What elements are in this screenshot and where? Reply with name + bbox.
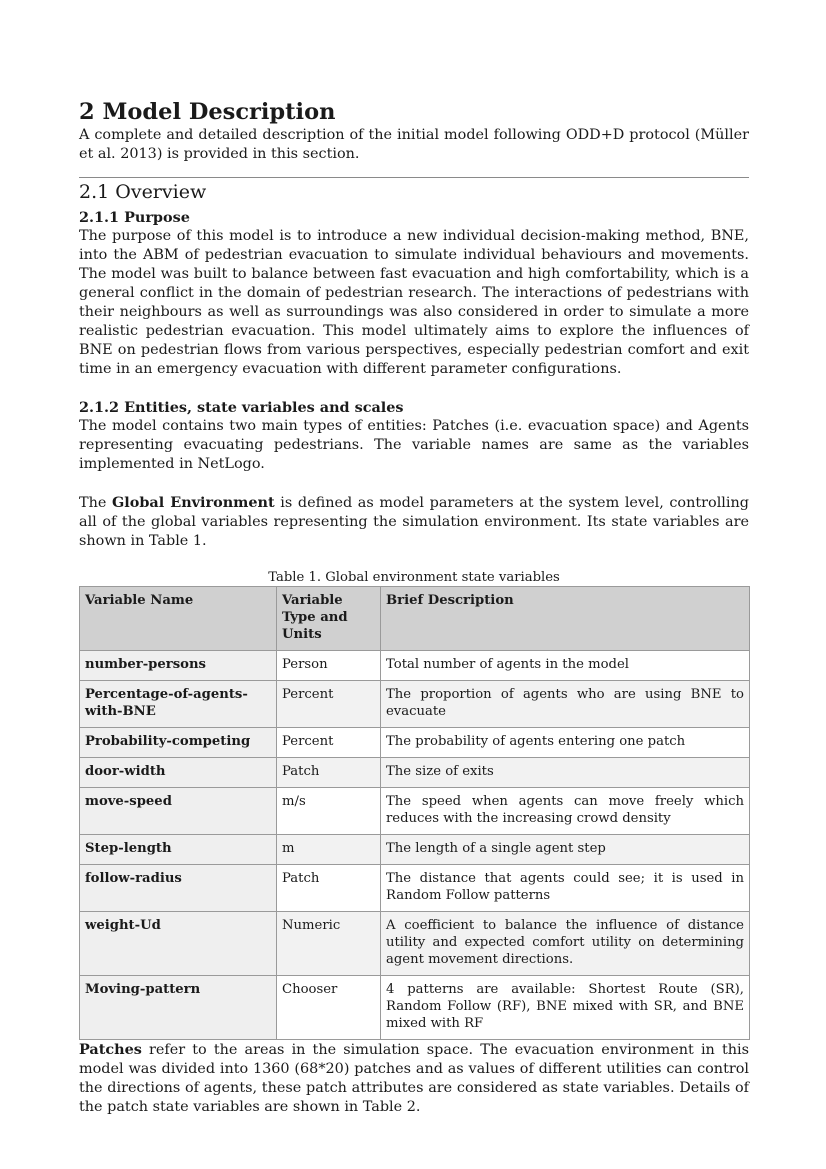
table-row bbox=[80, 728, 750, 758]
entities-heading: 2.1.2 Entities, state variables and scales bbox=[79, 399, 404, 416]
variable-description-cell: The proportion of agents who are using BNE to evacuate bbox=[381, 681, 750, 728]
variable-description-cell: Total number of agents in the model bbox=[381, 651, 750, 681]
header-description: Brief Description bbox=[381, 587, 750, 651]
page-title: 2 Model Description bbox=[79, 99, 336, 125]
table-row bbox=[80, 758, 750, 788]
variable-description-cell: The speed when agents can move freely which reduces with the increasing crowd density bbox=[381, 788, 750, 835]
variable-description-cell: 4 patterns are available: Shortest Route (SR), Random Follow (RF), BNE mixed with SR, and BNE mixed with RF bbox=[381, 976, 750, 1040]
variable-name-cell: Step-length bbox=[80, 835, 277, 865]
variable-name-cell: follow-radius bbox=[80, 865, 277, 912]
header-variable-name: Variable Name bbox=[80, 587, 277, 651]
variable-name-cell: door-width bbox=[80, 758, 277, 788]
variable-type-cell: Person bbox=[277, 651, 381, 681]
variable-description-cell: The size of exits bbox=[381, 758, 750, 788]
variable-name-cell: Probability-competing bbox=[80, 728, 277, 758]
variable-description-cell: A coefficient to balance the influence of distance utility and expected comfort utility on determining agent movement directions. bbox=[381, 912, 750, 976]
variable-type-cell: Patch bbox=[277, 865, 381, 912]
table-header-row bbox=[80, 587, 750, 651]
variable-description-cell: The length of a single agent step bbox=[381, 835, 750, 865]
section-title: 2.1 Overview bbox=[79, 181, 207, 203]
variable-type-cell: Percent bbox=[277, 681, 381, 728]
variable-name-cell: Moving-pattern bbox=[80, 976, 277, 1040]
header-variable-type: Variable Type and Units bbox=[277, 587, 381, 651]
variable-name-cell: weight-Ud bbox=[80, 912, 277, 976]
variable-name-cell: Percentage-of-agents-with-BNE bbox=[80, 681, 277, 728]
variable-type-cell: m/s bbox=[277, 788, 381, 835]
section-overview bbox=[79, 177, 749, 551]
intro-paragraph: A complete and detailed description of the initial model following ODD+D protocol (Müller et al. 2013) is provided in this section. bbox=[79, 127, 749, 162]
variable-name-cell: number-persons bbox=[80, 651, 277, 681]
purpose-paragraph: The purpose of this model is to introduce a new individual decision-making method, BNE, into the ABM of pedestrian evacuation to simulate individual behaviours and movements. The model was built to balance between fast evacuation and high comfortability, which is a general conflict in the domain of pedestrian research. The interactions of pedestrians with their neighbours as well as surroundings was also considered in order to simulate a more realistic pedestrian evacuation. This model ultimately aims to explore the influences of BNE on pedestrian flows from various perspectives, especially pedestrian comfort and exit time in an emergency evacuation with different parameter configurations. bbox=[79, 228, 749, 377]
patches-term: Patches bbox=[79, 1041, 142, 1058]
global-environment-paragraph: The Global Environment is defined as model parameters at the system level, controlling all of the global variables representing the simulation environment. Its state variables are shown in Table 1. bbox=[79, 494, 749, 549]
table-row bbox=[80, 912, 750, 976]
global-variables-table bbox=[79, 586, 750, 1040]
variable-description-cell: The distance that agents could see; it is used in Random Follow patterns bbox=[381, 865, 750, 912]
table-caption: Table 1. Global environment state variables bbox=[268, 570, 560, 585]
table-row bbox=[80, 865, 750, 912]
variable-type-cell: Chooser bbox=[277, 976, 381, 1040]
variable-type-cell: Patch bbox=[277, 758, 381, 788]
entities-paragraph: The model contains two main types of entities: Patches (i.e. evacuation space) and Agents representing evacuating pedestrians. The variable names are same as the variables implemented in NetLogo. bbox=[79, 418, 749, 472]
variable-description-cell: The probability of agents entering one patch bbox=[381, 728, 750, 758]
variable-type-cell: Numeric bbox=[277, 912, 381, 976]
global-environment-term: Global Environment bbox=[112, 494, 275, 511]
table-row bbox=[80, 681, 750, 728]
table-row bbox=[80, 835, 750, 865]
table-row bbox=[80, 651, 750, 681]
patches-paragraph: Patches refer to the areas in the simulation space. The evacuation environment in this model was divided into 1360 (68*20) patches and as values of different utilities can control the directions of agents, these patch attributes are considered as state variables. Details of the patch state variables are shown in Table 2. bbox=[79, 1041, 749, 1115]
variable-type-cell: Percent bbox=[277, 728, 381, 758]
variable-name-cell: move-speed bbox=[80, 788, 277, 835]
document-page bbox=[79, 98, 749, 1117]
purpose-heading: 2.1.1 Purpose bbox=[79, 209, 190, 226]
table-row bbox=[80, 976, 750, 1040]
table-row bbox=[80, 788, 750, 835]
variable-type-cell: m bbox=[277, 835, 381, 865]
